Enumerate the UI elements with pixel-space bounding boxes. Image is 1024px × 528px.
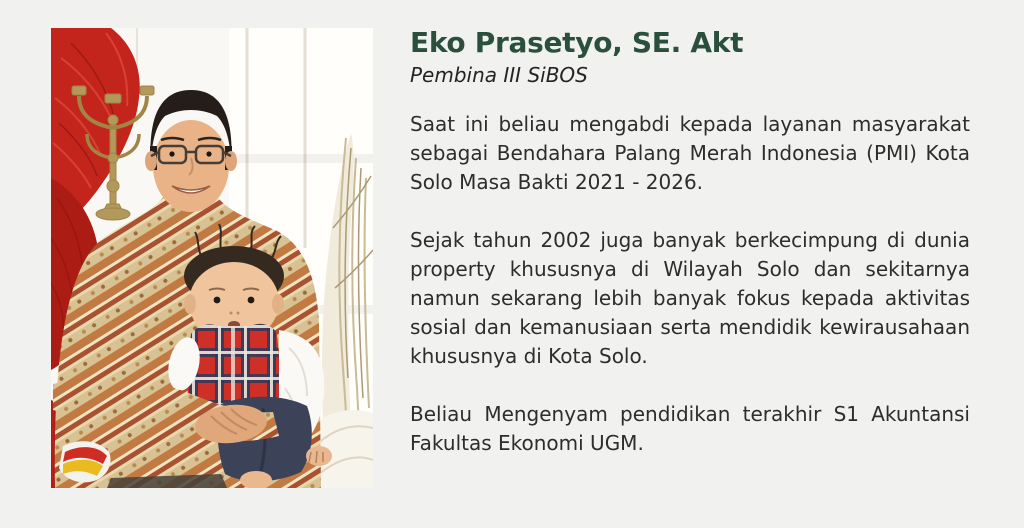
bio-paragraph-1: Saat ini beliau mengabdi kepada layanan masyarakat sebagai Bendahara Palang Merah Indonesia (PMI) Kota Solo Masa Bakti 2021 - 2026. — [410, 112, 970, 194]
bio-paragraph-2: Sejak tahun 2002 juga banyak berkecimpung di dunia property khususnya di Wilayah Solo dan sekitarnya namun sekarang lebih banyak fokus kepada aktivitas sosial dan kemanusiaan serta mendidik kewirausahaan khususnya di Kota Solo. — [410, 228, 970, 368]
bio-paragraph-3: Beliau Mengenyam pendidikan terakhir S1 Akuntansi Fakultas Ekonomi UGM. — [410, 402, 970, 455]
profile-photo-illustration — [51, 28, 373, 488]
profile-bio — [410, 110, 970, 458]
profile-photo — [51, 28, 373, 488]
profile-content — [410, 26, 970, 458]
profile-title: Pembina III SiBOS — [410, 63, 588, 87]
profile-name: Eko Prasetyo, SE. Akt — [410, 26, 744, 59]
